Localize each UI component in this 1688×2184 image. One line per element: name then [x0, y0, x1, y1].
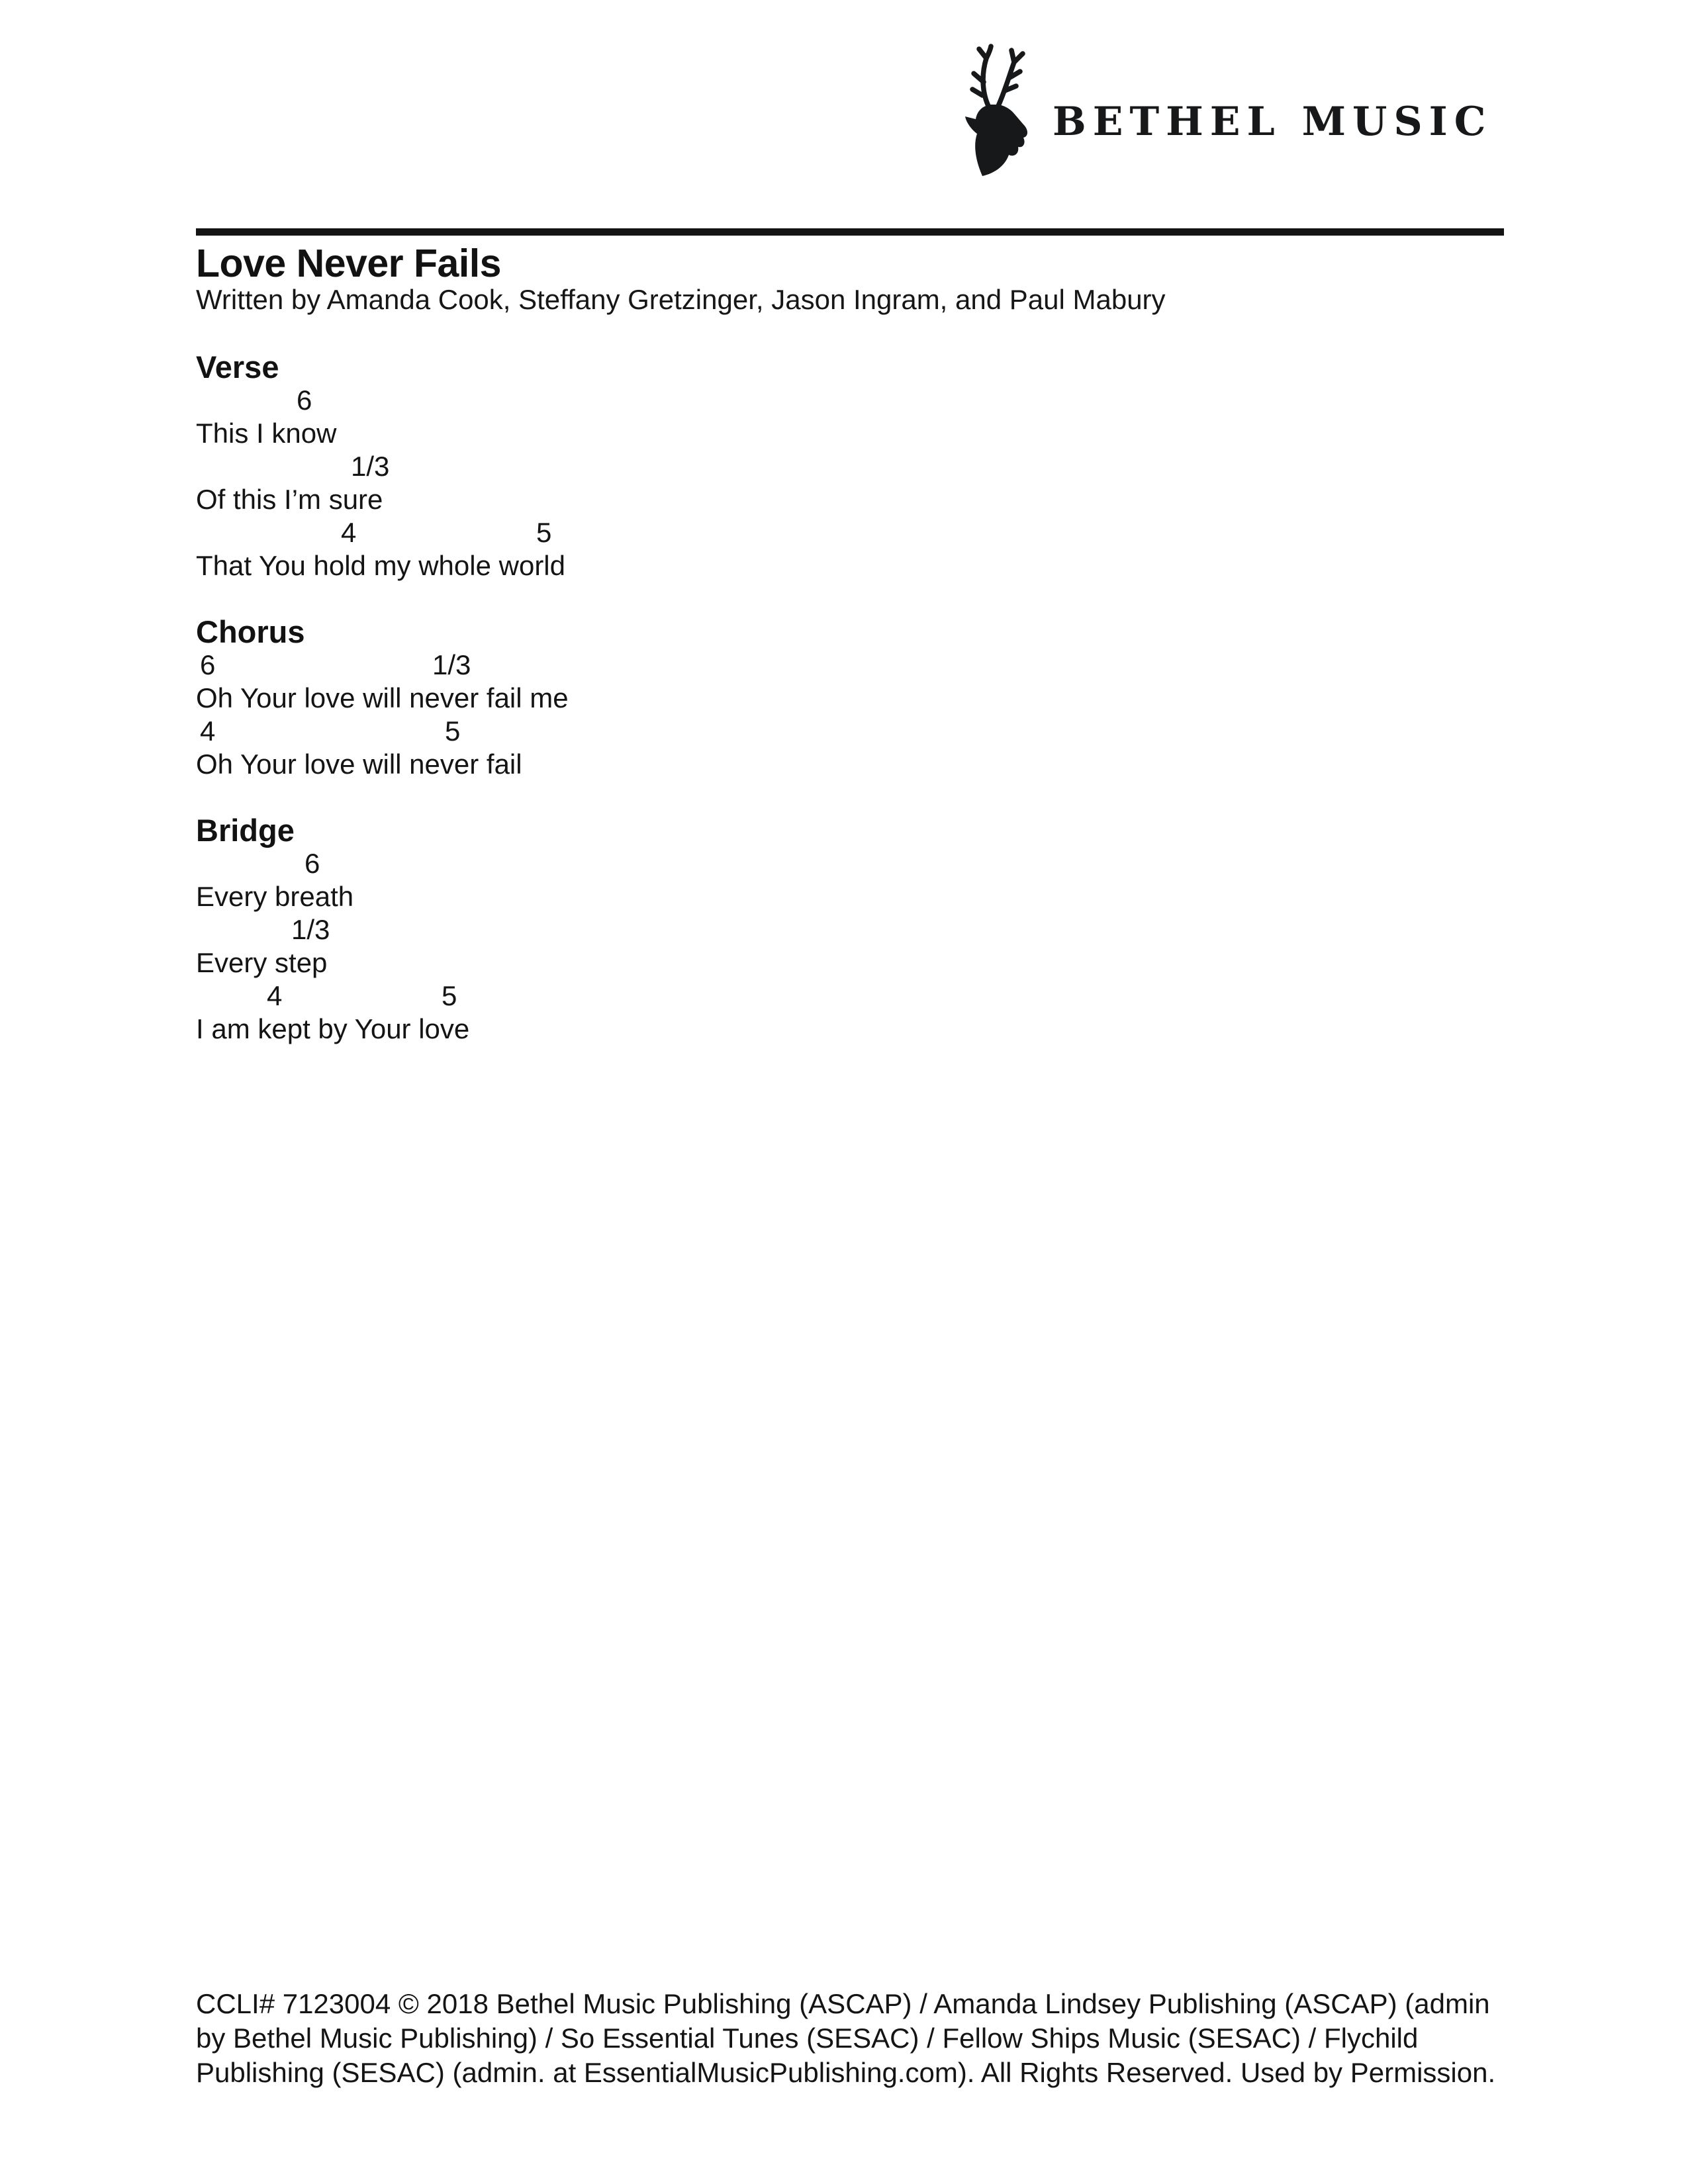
- song-title: Love Never Fails: [196, 242, 501, 285]
- section-chorus: [196, 615, 1520, 781]
- song-byline: Written by Amanda Cook, Steffany Gretzinger, Jason Ingram, and Paul Mabury: [196, 284, 1166, 315]
- chord-number: 6: [305, 848, 320, 879]
- copyright-line: CCLI# 7123004 © 2018 Bethel Music Publishing (ASCAP) / Amanda Lindsey Publishing (ASCAP) (admin: [196, 1988, 1490, 2019]
- chord-line: [196, 715, 1520, 748]
- chord-number: 4: [267, 980, 283, 1011]
- chord-line: [196, 649, 1520, 682]
- chord-number: 4: [341, 517, 357, 548]
- lyrics-body: [196, 351, 1520, 1046]
- section-verse: [196, 351, 1520, 582]
- copyright-line: by Bethel Music Publishing) / So Essential Tunes (SESAC) / Fellow Ships Music (SESAC) / Flychild: [196, 2023, 1419, 2054]
- chord-line: [196, 384, 1520, 417]
- chord-line: [196, 847, 1520, 880]
- section-heading: Chorus: [196, 614, 305, 649]
- section-heading: Verse: [196, 349, 279, 385]
- header-divider: [196, 228, 1504, 236]
- chord-line: [196, 913, 1520, 946]
- lyric-line: Oh Your love will never fail: [196, 749, 522, 780]
- chord-number: 5: [442, 980, 457, 1011]
- chord-number: 5: [536, 517, 552, 548]
- chord-number: 1/3: [351, 451, 390, 482]
- brand-logo: [953, 44, 1509, 176]
- lyric-line: This I know: [196, 418, 337, 449]
- chord-line: [196, 979, 1520, 1013]
- copyright-line: Publishing (SESAC) (admin. at EssentialMusicPublishing.com). All Rights Reserved. Used by Permission.: [196, 2057, 1496, 2088]
- chord-number: 1/3: [291, 914, 330, 945]
- section-heading: Bridge: [196, 813, 295, 848]
- deer-head-icon: [953, 44, 1035, 176]
- brand-name: BETHEL MUSIC: [1053, 99, 1493, 145]
- lyric-line: Every breath: [196, 881, 354, 912]
- section-bridge: [196, 814, 1520, 1046]
- lyric-line: That You hold my whole world: [196, 550, 565, 581]
- chord-line: [196, 450, 1520, 483]
- chord-number: 1/3: [432, 649, 471, 680]
- lyric-line: Oh Your love will never fail me: [196, 682, 569, 713]
- chord-number: 5: [445, 715, 461, 747]
- chord-number: 6: [200, 649, 216, 680]
- chord-line: [196, 516, 1520, 549]
- copyright-notice: [196, 1987, 1513, 2090]
- title-block: [196, 243, 1507, 316]
- lyric-line: Every step: [196, 947, 328, 978]
- lyric-line: Of this I’m sure: [196, 484, 383, 515]
- chord-number: 4: [200, 715, 216, 747]
- lyric-line: I am kept by Your love: [196, 1013, 470, 1044]
- chord-number: 6: [297, 385, 312, 416]
